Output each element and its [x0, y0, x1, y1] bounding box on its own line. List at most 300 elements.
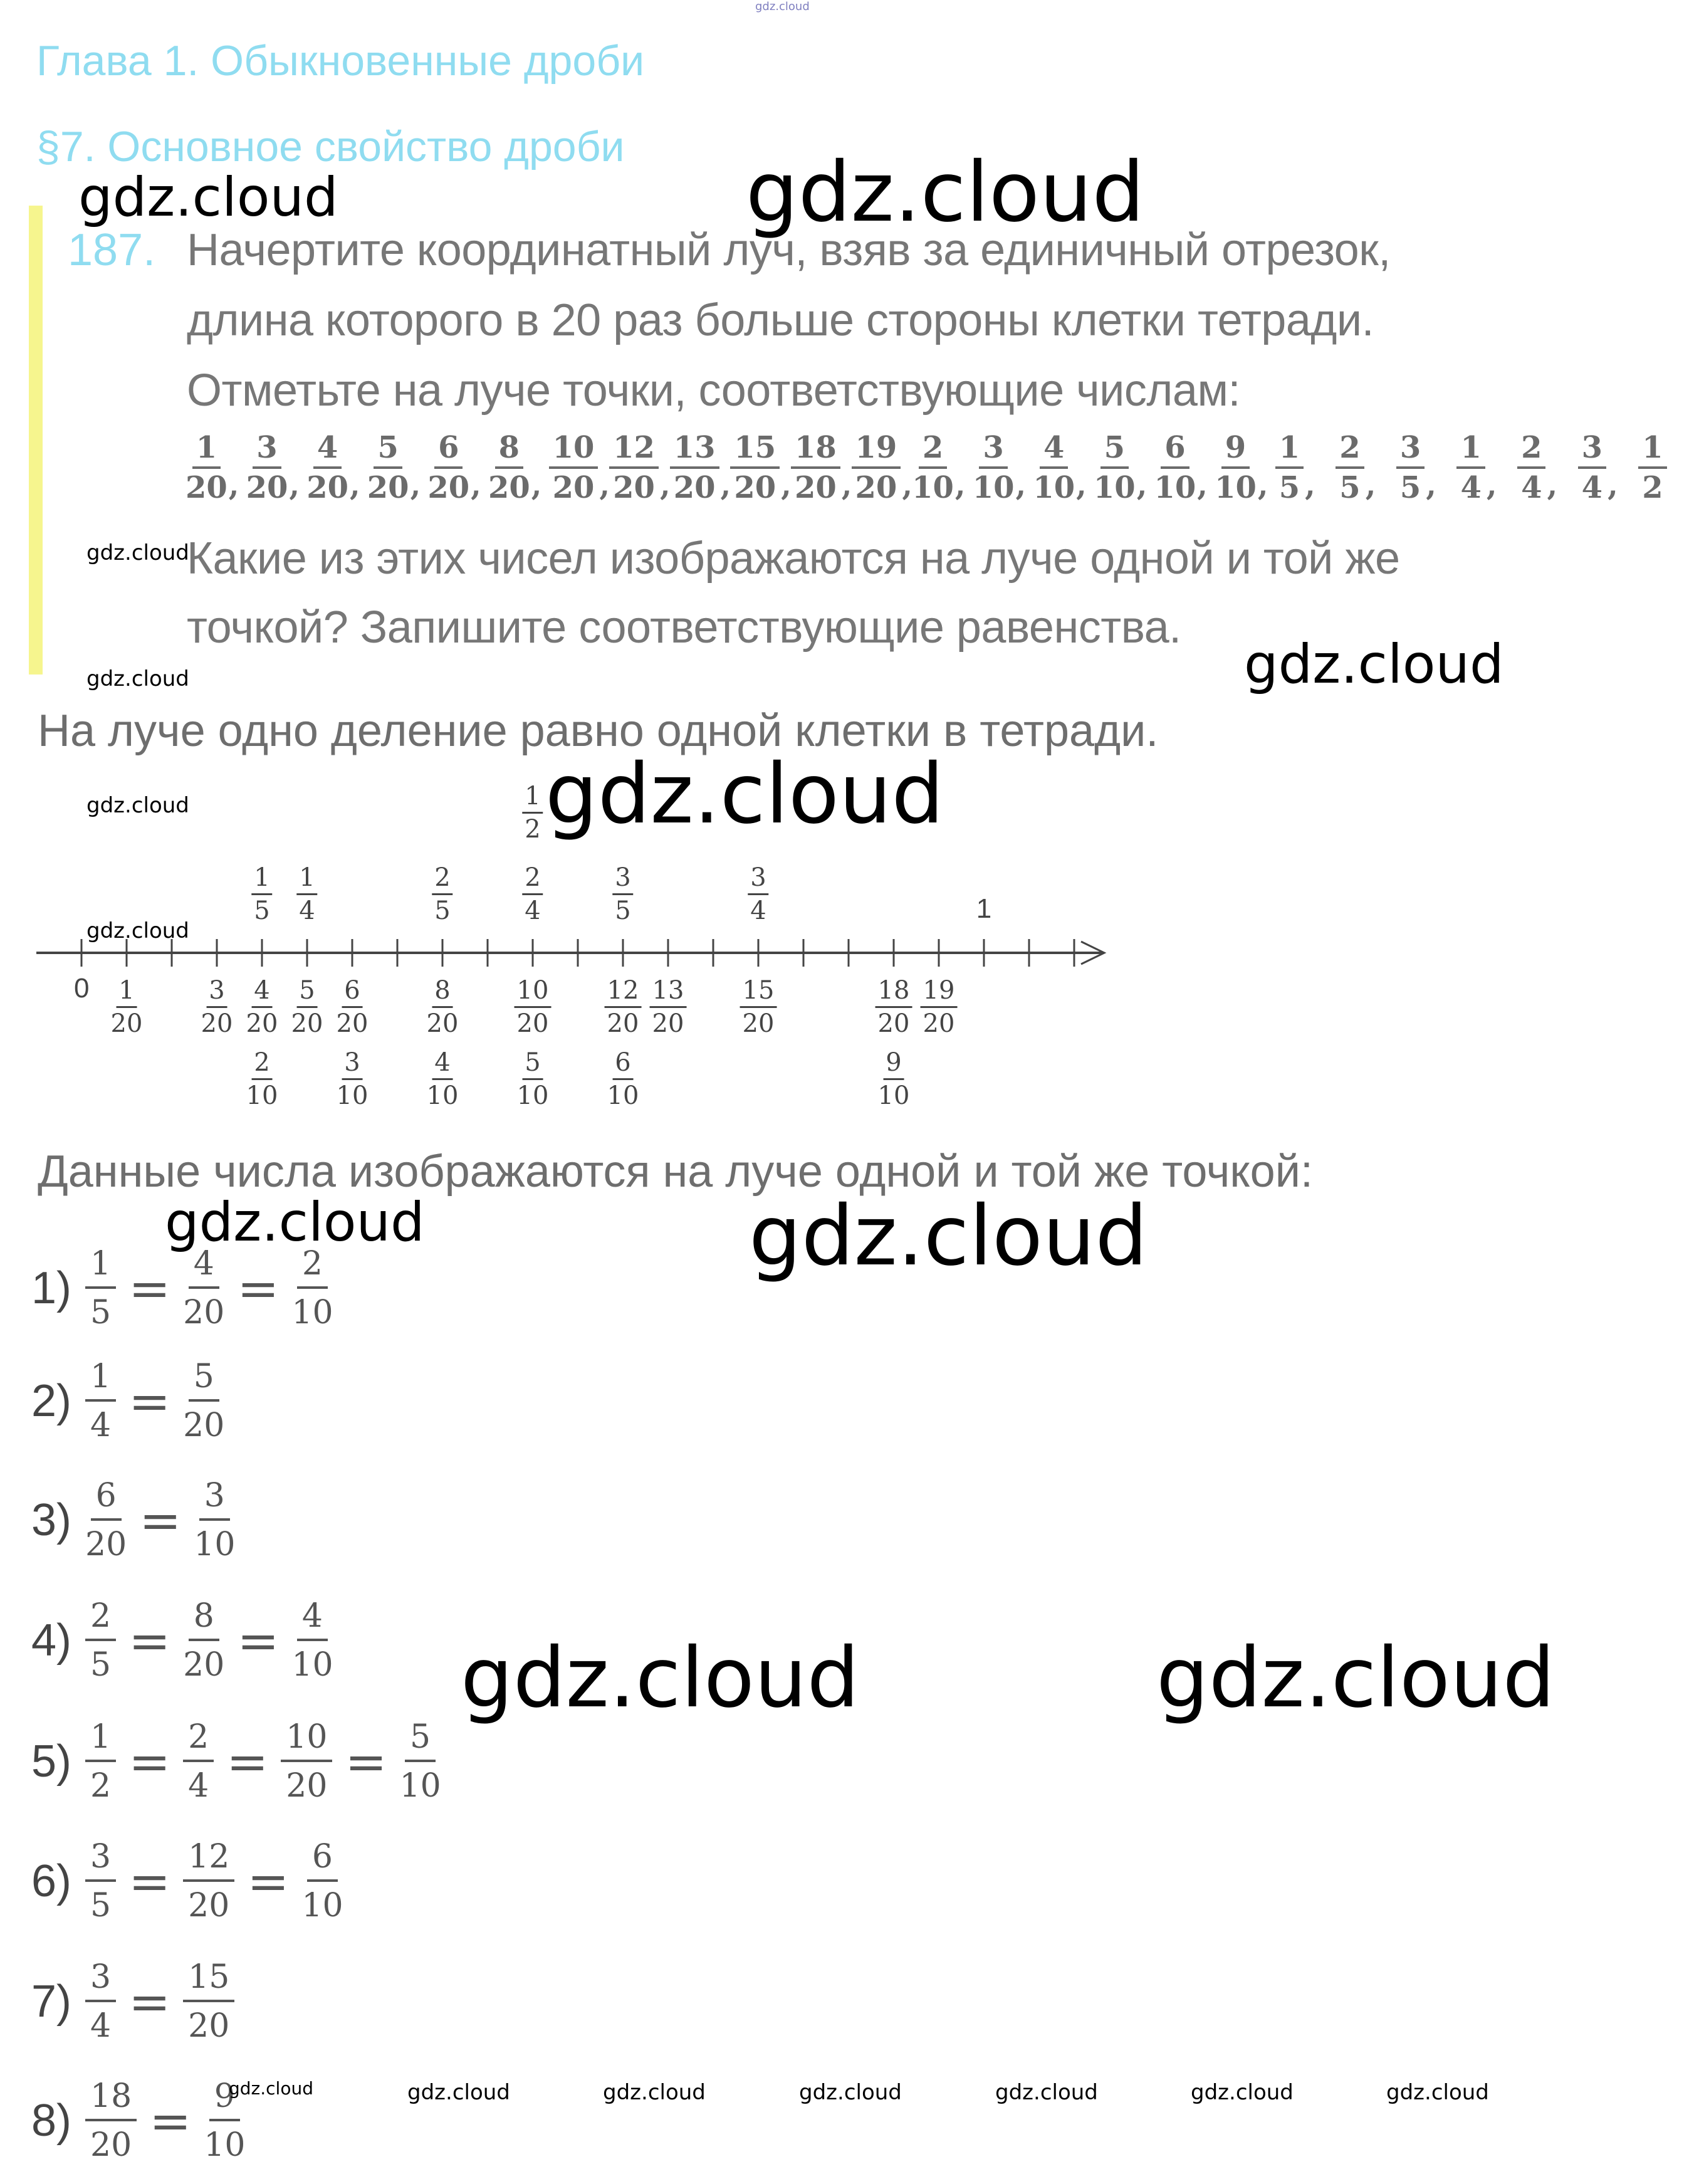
task-fraction-item — [186, 430, 246, 505]
denominator: 20 — [613, 470, 655, 505]
denominator: 20 — [186, 470, 227, 505]
task-line-2: длина которого в 20 раз больше стороны клетки тетради. — [187, 295, 1374, 345]
numerator: 13 — [670, 433, 719, 469]
fraction — [367, 430, 409, 505]
denominator: 20 — [516, 1009, 549, 1038]
denominator: 5 — [1339, 470, 1361, 505]
denominator: 20 — [488, 470, 530, 505]
fraction — [291, 1247, 333, 1329]
denominator: 20 — [188, 1887, 230, 1924]
fraction — [650, 978, 687, 1036]
fraction — [609, 430, 659, 505]
comma: , — [1257, 468, 1268, 503]
equality-row — [31, 1479, 235, 1561]
denominator: 4 — [1521, 470, 1542, 505]
equality-number: 1) — [31, 1263, 72, 1313]
task-fraction-item — [1033, 430, 1094, 505]
watermark: gdz.cloud — [407, 2080, 510, 2105]
denominator: 2 — [1642, 470, 1663, 505]
task-fraction-item — [791, 430, 852, 505]
fraction — [1093, 430, 1136, 505]
denominator: 20 — [306, 470, 348, 505]
denominator: 10 — [1215, 470, 1257, 505]
fraction — [301, 1840, 343, 1922]
denominator: 10 — [877, 1081, 910, 1110]
numerator: 5 — [189, 1360, 219, 1402]
task-fraction-item — [1578, 430, 1639, 505]
watermark: gdz.cloud — [603, 2080, 706, 2105]
denominator: 10 — [336, 1081, 369, 1110]
numerator: 5 — [1100, 433, 1129, 469]
fraction — [515, 978, 552, 1036]
watermark: gdz.cloud — [86, 666, 189, 691]
equals-sign: = — [128, 1732, 171, 1791]
numerator: 2 — [432, 865, 452, 895]
numerator: 3 — [253, 433, 281, 469]
numerator: 12 — [605, 978, 642, 1008]
task-fraction-item — [246, 430, 307, 505]
numerator: 10 — [515, 978, 552, 1008]
comma: , — [781, 468, 792, 503]
numerator: 12 — [183, 1840, 234, 1882]
numerator: 2 — [251, 1050, 272, 1080]
numerator: 4 — [251, 978, 272, 1008]
fraction — [670, 430, 719, 505]
denominator: 10 — [194, 1526, 236, 1563]
denominator: 20 — [85, 1526, 127, 1563]
numerator: 8 — [189, 1600, 219, 1641]
task-fraction-item — [1517, 430, 1578, 505]
numerator: 3 — [199, 1479, 230, 1521]
fraction — [246, 430, 288, 505]
fraction — [1578, 430, 1606, 505]
denominator: 20 — [110, 1009, 143, 1038]
ray-note: На луче одно деление равно одной клетки в тетради. — [38, 706, 1159, 756]
equality-number: 8) — [31, 2096, 72, 2146]
denominator: 10 — [912, 470, 954, 505]
task-fraction-item — [852, 430, 913, 505]
fraction — [607, 1050, 639, 1108]
numerator: 15 — [740, 978, 777, 1008]
numerator: 2 — [85, 1600, 116, 1641]
denominator: 4 — [90, 1407, 112, 1444]
watermark: gdz.cloud — [545, 746, 944, 843]
denominator: 4 — [1581, 470, 1603, 505]
fraction — [921, 978, 958, 1036]
fraction — [427, 978, 459, 1036]
comma: , — [1076, 468, 1087, 503]
numerator: 3 — [748, 865, 768, 895]
task-fraction-item — [1456, 430, 1517, 505]
numerator: 1 — [116, 978, 137, 1008]
fraction — [791, 430, 840, 505]
fraction — [972, 430, 1015, 505]
fraction — [291, 978, 323, 1036]
fraction — [85, 1958, 116, 2045]
fraction — [183, 1247, 224, 1329]
denominator: 5 — [615, 896, 631, 925]
ray-zero-label: 0 — [74, 973, 90, 1004]
equality-number: 3) — [31, 1495, 72, 1545]
numerator: 4 — [1040, 433, 1068, 469]
denominator: 20 — [367, 470, 409, 505]
fraction — [281, 1718, 332, 1805]
watermark: gdz.cloud — [86, 918, 189, 943]
comma: , — [720, 468, 731, 503]
watermark: gdz.cloud — [165, 1191, 425, 1254]
comma: , — [1136, 468, 1147, 503]
numerator: 10 — [549, 433, 599, 469]
denominator: 20 — [427, 470, 470, 505]
task-line-3: Отметьте на луче точки, соответствующие числам: — [187, 365, 1240, 416]
denominator: 10 — [1033, 470, 1075, 505]
denominator: 5 — [434, 896, 451, 925]
equality-number: 5) — [31, 1736, 72, 1787]
watermark: gdz.cloud — [86, 793, 189, 818]
fraction — [183, 1360, 224, 1442]
denominator: 4 — [90, 2007, 112, 2045]
watermark: gdz.cloud — [799, 2080, 902, 2105]
denominator: 5 — [90, 1294, 112, 1331]
task-fraction-item — [670, 430, 731, 505]
numerator: 5 — [296, 978, 317, 1008]
numerator: 2 — [522, 865, 543, 895]
denominator: 4 — [525, 896, 541, 925]
denominator: 20 — [291, 1009, 323, 1038]
numerator: 5 — [522, 1050, 543, 1080]
fraction — [399, 1718, 441, 1805]
equals-sign: = — [139, 1491, 182, 1550]
numerator: 1 — [1456, 433, 1485, 469]
task-fraction-item — [1093, 430, 1154, 505]
denominator: 20 — [742, 1009, 775, 1038]
fraction — [1517, 430, 1545, 505]
fraction — [85, 1360, 116, 1442]
fraction — [85, 2077, 137, 2164]
task-highlight-bar — [29, 206, 43, 675]
watermark: gdz.cloud — [1156, 1630, 1555, 1726]
task-number: 187. — [68, 225, 156, 275]
watermark: gdz.cloud — [749, 1188, 1148, 1284]
fraction — [517, 1050, 549, 1108]
task-fraction-item — [1396, 430, 1457, 505]
fraction — [1275, 430, 1304, 505]
denominator: 5 — [1278, 470, 1300, 505]
denominator: 20 — [336, 1009, 369, 1038]
fraction — [1033, 430, 1075, 505]
fraction — [730, 430, 780, 505]
task-fraction-item — [912, 430, 973, 505]
fraction — [85, 1479, 127, 1561]
task-fraction-item — [488, 430, 549, 505]
numerator: 18 — [85, 2080, 137, 2121]
numerator: 8 — [432, 978, 452, 1008]
fraction — [740, 978, 777, 1036]
numerator: 3 — [206, 978, 227, 1008]
numerator: 5 — [405, 1721, 436, 1762]
comma: , — [531, 468, 542, 503]
denominator: 5 — [1399, 470, 1421, 505]
comma: , — [902, 468, 913, 503]
denominator: 20 — [607, 1009, 639, 1038]
denominator: 20 — [652, 1009, 684, 1038]
numerator: 2 — [1517, 433, 1545, 469]
equality-number: 2) — [31, 1376, 72, 1426]
fraction — [549, 430, 599, 505]
fraction — [748, 865, 768, 923]
denominator: 10 — [399, 1767, 441, 1805]
numerator: 12 — [609, 433, 659, 469]
numerator: 9 — [1221, 433, 1250, 469]
denominator: 20 — [183, 1646, 225, 1684]
comma: , — [349, 468, 360, 503]
fraction — [306, 430, 348, 505]
chapter-title: Глава 1. Обыкновенные дроби — [36, 37, 645, 85]
denominator: 20 — [201, 1009, 233, 1038]
comma: , — [289, 468, 300, 503]
denominator: 20 — [183, 1294, 225, 1331]
fraction — [432, 865, 452, 923]
comma: , — [1197, 468, 1208, 503]
task-fraction-item — [1215, 430, 1275, 505]
numerator: 4 — [297, 1600, 328, 1641]
denominator: 2 — [525, 815, 541, 844]
numerator: 2 — [1336, 433, 1364, 469]
comma: , — [471, 468, 481, 503]
watermark: gdz.cloud — [461, 1630, 860, 1726]
task-fraction-item — [367, 430, 428, 505]
comma: , — [841, 468, 852, 503]
watermark: gdz.cloud — [229, 2078, 313, 2099]
denominator: 20 — [734, 470, 776, 505]
numerator: 2 — [183, 1721, 214, 1762]
task-fraction-item — [609, 430, 671, 505]
comma: , — [1608, 468, 1618, 503]
denominator: 10 — [204, 2126, 246, 2164]
denominator: 20 — [855, 470, 897, 505]
fraction — [912, 430, 954, 505]
denominator: 20 — [552, 470, 595, 505]
denominator: 20 — [286, 1767, 328, 1805]
equals-sign: = — [128, 1972, 171, 2031]
denominator: 10 — [291, 1294, 333, 1331]
equal-note: Данные числа изображаются на луче одной и той же точкой: — [38, 1147, 1313, 1197]
fraction — [876, 978, 912, 1036]
comma: , — [1305, 468, 1315, 503]
denominator: 20 — [246, 470, 288, 505]
fraction — [186, 430, 227, 505]
fraction — [201, 978, 233, 1036]
numerator: 1 — [192, 433, 221, 469]
comma: , — [1426, 468, 1436, 503]
denominator: 10 — [516, 1081, 549, 1110]
denominator: 20 — [246, 1009, 278, 1038]
numerator: 9 — [883, 1050, 904, 1080]
fraction — [85, 1597, 116, 1684]
denominator: 4 — [750, 896, 766, 925]
numerator: 10 — [281, 1721, 332, 1762]
equality-row — [31, 2077, 246, 2164]
equals-sign: = — [128, 1372, 171, 1431]
denominator: 10 — [426, 1081, 459, 1110]
denominator: 20 — [426, 1009, 459, 1038]
fraction — [612, 865, 633, 923]
comma: , — [1365, 468, 1376, 503]
equals-sign: = — [345, 1732, 387, 1791]
numerator: 5 — [374, 433, 402, 469]
task-fraction-item — [730, 430, 792, 505]
watermark: gdz.cloud — [1386, 2080, 1489, 2105]
fraction — [427, 430, 470, 505]
comma: , — [228, 468, 239, 503]
task-fraction-item — [1336, 430, 1396, 505]
denominator: 20 — [673, 470, 716, 505]
denominator: 2 — [90, 1767, 112, 1805]
numerator: 4 — [189, 1247, 219, 1289]
denominator: 5 — [254, 896, 270, 925]
numerator: 3 — [612, 865, 633, 895]
numerator: 6 — [1161, 433, 1189, 469]
numerator: 8 — [495, 433, 523, 469]
fraction — [1154, 430, 1196, 505]
fraction — [488, 430, 530, 505]
numerator: 1 — [85, 1360, 116, 1402]
numerator: 6 — [434, 433, 463, 469]
question-line-1: Какие из этих чисел изображаются на луче одной и той же — [187, 533, 1400, 584]
fraction — [183, 1958, 234, 2045]
denominator: 4 — [188, 1767, 209, 1805]
fraction — [291, 1597, 333, 1684]
fraction — [605, 978, 642, 1036]
equals-sign: = — [128, 1611, 171, 1670]
numerator: 1 — [1638, 433, 1666, 469]
denominator: 4 — [299, 896, 315, 925]
numerator: 6 — [91, 1479, 122, 1521]
fraction — [246, 978, 278, 1036]
numerator: 18 — [876, 978, 912, 1008]
fraction — [183, 1718, 214, 1805]
task-line-1: Начертите координатный луч, взяв за единичный отрезок, — [187, 225, 1391, 275]
tiny-watermark: gdz.cloud — [755, 0, 810, 13]
fraction — [85, 1718, 116, 1805]
numerator: 4 — [313, 433, 342, 469]
numerator: 15 — [183, 1961, 234, 2002]
numerator: 2 — [297, 1247, 328, 1289]
fraction — [522, 865, 543, 923]
equality-number: 7) — [31, 1977, 72, 2027]
denominator: 10 — [1093, 470, 1136, 505]
numerator: 1 — [296, 865, 317, 895]
task-fraction-list — [186, 430, 1699, 505]
equals-sign: = — [237, 1259, 280, 1318]
denominator: 10 — [972, 470, 1015, 505]
comma: , — [1547, 468, 1558, 503]
question-line-2: точкой? Запишите соответствующие равенства. — [187, 602, 1181, 653]
fraction — [111, 978, 143, 1036]
denominator: 20 — [188, 2007, 230, 2045]
comma: , — [659, 468, 671, 503]
fraction — [522, 784, 543, 842]
fraction — [1396, 430, 1425, 505]
task-fraction-item — [1275, 430, 1336, 505]
numerator: 1 — [522, 784, 543, 814]
fraction — [183, 1840, 234, 1922]
equality-row — [31, 1958, 234, 2045]
denominator: 5 — [90, 1887, 112, 1924]
denominator: 10 — [301, 1887, 343, 1924]
numerator: 3 — [979, 433, 1007, 469]
numerator: 3 — [342, 1050, 362, 1080]
denominator: 20 — [794, 470, 837, 505]
equality-number: 6) — [31, 1856, 72, 1906]
numerator: 3 — [1396, 433, 1425, 469]
fraction — [1336, 430, 1364, 505]
equality-row — [31, 1718, 441, 1805]
denominator: 10 — [291, 1646, 333, 1684]
denominator: 20 — [877, 1009, 910, 1038]
watermark: gdz.cloud — [78, 166, 338, 229]
fraction — [878, 1050, 910, 1108]
equals-sign: = — [237, 1611, 280, 1670]
comma: , — [410, 468, 421, 503]
denominator: 20 — [923, 1009, 955, 1038]
watermark: gdz.cloud — [1244, 633, 1504, 696]
denominator: 20 — [183, 1407, 225, 1444]
numerator: 9 — [209, 2080, 240, 2121]
comma: , — [1015, 468, 1027, 503]
equality-row — [31, 1247, 333, 1329]
equality-row — [31, 1597, 333, 1684]
numerator: 1 — [251, 865, 272, 895]
watermark: gdz.cloud — [1191, 2080, 1294, 2105]
fraction — [337, 978, 369, 1036]
denominator: 10 — [246, 1081, 278, 1110]
fraction — [251, 865, 272, 923]
task-fraction-item — [972, 430, 1033, 505]
denominator: 10 — [607, 1081, 639, 1110]
denominator: 5 — [90, 1646, 112, 1684]
task-fraction-item — [427, 430, 488, 505]
ray-one-label: 1 — [976, 893, 992, 924]
denominator: 4 — [1460, 470, 1482, 505]
numerator: 6 — [612, 1050, 633, 1080]
numerator: 6 — [342, 978, 362, 1008]
denominator: 10 — [1154, 470, 1196, 505]
numerator: 3 — [85, 1840, 116, 1882]
numerator: 1 — [85, 1247, 116, 1289]
numerator: 19 — [852, 433, 901, 469]
numerator: 1 — [1275, 433, 1304, 469]
numerator: 18 — [791, 433, 840, 469]
equality-number: 4) — [31, 1615, 72, 1666]
watermark: gdz.cloud — [86, 540, 189, 565]
comma: , — [1486, 468, 1497, 503]
numerator: 15 — [730, 433, 780, 469]
numerator: 6 — [307, 1840, 338, 1882]
fraction — [85, 1247, 116, 1329]
numerator: 19 — [921, 978, 958, 1008]
fraction — [194, 1479, 235, 1561]
fraction — [85, 1840, 116, 1922]
comma: , — [954, 468, 966, 503]
numerator: 1 — [85, 1721, 116, 1762]
fraction — [1638, 430, 1666, 505]
equality-row — [31, 1840, 343, 1922]
section-title: §7. Основное свойство дроби — [36, 123, 625, 171]
fraction — [183, 1597, 225, 1684]
task-fraction-item — [1638, 430, 1699, 505]
denominator: 20 — [90, 2126, 132, 2164]
